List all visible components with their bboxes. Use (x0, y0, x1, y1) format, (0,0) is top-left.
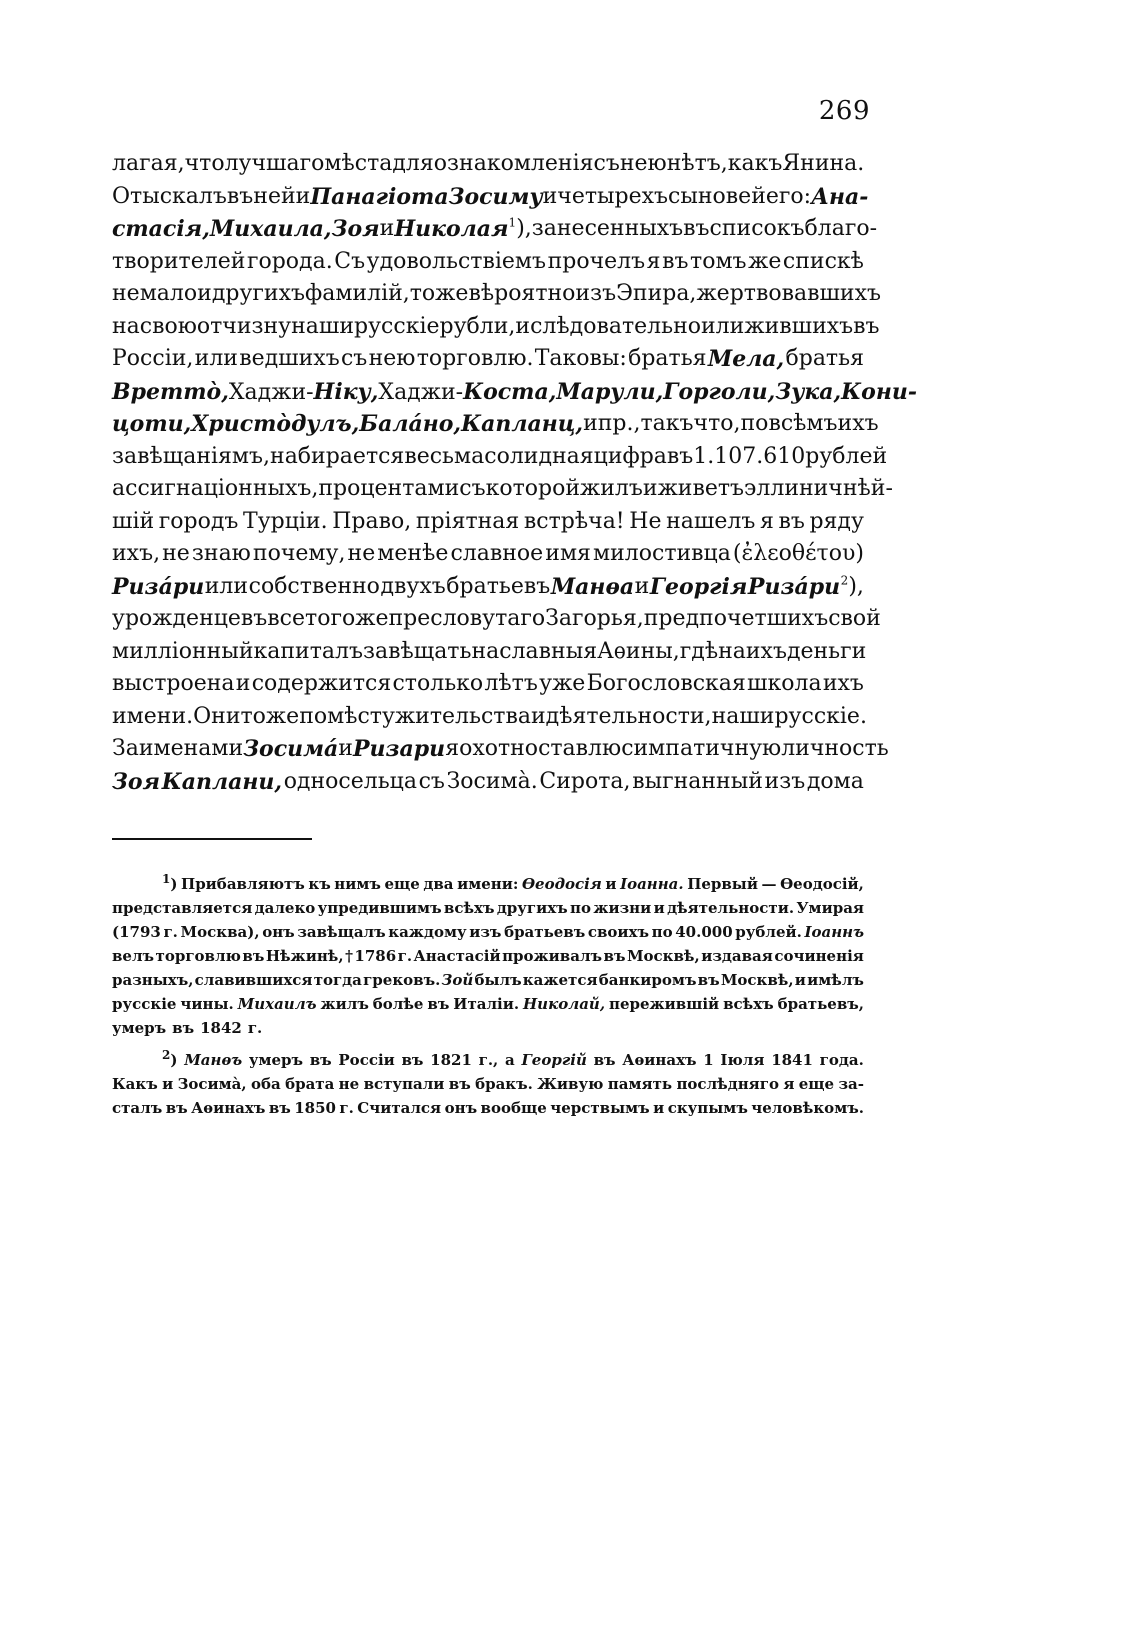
body-text-line: стасія, Михаила, Зоя и Николая $^1$), занесенныхъ въ списокъ благо- (112, 215, 878, 242)
body-text-line: Россіи, или ведшихъ съ нею торговлю. Таковы: братья Мела, братья (112, 346, 864, 372)
body-text-line: ассигнаціонныхъ, процентами съ которой жилъ и живетъ эллиничнѣй- (112, 476, 893, 501)
footnote-line: умеръ въ 1842 г. (112, 1019, 263, 1037)
body-text-line: творителей города. Съ удовольствіемъ прочелъ я въ томъ же спискѣ (112, 248, 864, 274)
body-text-line: шій городъ Турціи. Право, пріятная встрѣча! Не нашелъ я въ ряду (112, 508, 864, 534)
body-text-line: Вреттò, Хаджи-Ніку, Хаджи-Коста, Маpули, Горголи, Зука, Кони- (112, 378, 918, 405)
body-text-line: лагая, что лучшаго мѣста для ознакомленія съ нею нѣтъ, какъ Янина. (112, 151, 865, 176)
footnote-line: Какъ и Зосимà, оба брата не вступали въ бракъ. Живую память послѣдняго я еще за- (112, 1075, 864, 1093)
footnote-line: разныхъ, славившихся тогда грековъ. Зой былъ кажется банкиромъ въ Москвѣ, и имѣлъ (112, 971, 864, 989)
body-text-line: милліонный капиталъ завѣщать на славныя Аѳины, гдѣ на ихъ деньги (112, 638, 867, 664)
body-text-line: выстроена и содержится столько лѣтъ уже Богословская школа ихъ (112, 671, 864, 696)
footnote-line: сталъ въ Аѳинахъ въ 1850 г. Считался онъ вообще черствымъ и скупымъ человѣкомъ. (112, 1099, 864, 1117)
page-number: 269 (818, 96, 870, 126)
footnote-line: $^1$) Прибавляютъ къ нимъ еще два имени: Ѳеодосія и Іоанна. Первый — Ѳеодосій, (162, 872, 864, 893)
footnotes (112, 872, 864, 1120)
body-text-line: Зоя Каплани, односельца съ Зосимà. Сирота, выгнанный изъ дома (112, 768, 864, 795)
body-text-line: урожденцевъ все того же пресловутаго Загорья, предпочетшихъ свой (112, 606, 881, 631)
body-text-line: завѣщаніямъ, набирается весьма солидная цифра въ 1.107.610 рублей (112, 443, 888, 469)
body-text-line: Ризáри или собственно двухъ братьевъ Манѳа и Георгія Ризáри $^2$), (112, 573, 864, 600)
body-text-line: на свою отчизну наши русскіе рубли, и слѣдовательно или жившихъ въ (112, 313, 880, 339)
footnote-line: представляется далеко упредившимъ всѣхъ другихъ по жизни и дѣятельности. Умирая (112, 899, 864, 917)
body-text-line: цоти, Христòдулъ, Балáно, Капланц, и пр., такъ что, по всѣмъ ихъ (112, 411, 879, 437)
body-text-line: имени. Они тоже по мѣсту жительства и дѣятельности, наши русскіе. (112, 703, 867, 729)
body-text-line: ихъ, не знаю почему, не менѣе славное имя милостивца (ἐλεοθέτου) (112, 541, 864, 566)
body-text-line: не мало и другихъ фамилій, тоже вѣроятно изъ Эпира, жертвовавшихъ (112, 281, 881, 306)
footnote-line: (1793 г. Москва), онъ завѣщалъ каждому изъ братьевъ своихъ по 40.000 рублей. Іоаннъ (112, 923, 864, 941)
footnote-divider (112, 838, 312, 840)
main-text (112, 148, 918, 798)
body-text-line: Отыскалъ въ ней и Панагіота Зосиму и четырехъ сыновей его: Ана- (112, 183, 869, 210)
footnote-line: велъ торговлю въ Нѣжинѣ, † 1786 г. Анастасій проживалъ въ Москвѣ, издавая сочиненія (112, 947, 864, 965)
footnote-line: русскіе чины. Михаилъ жилъ болѣе въ Италіи. Николай, пережившій всѣхъ братьевъ, (112, 995, 864, 1013)
footnote-gap (112, 1040, 864, 1048)
body-text-line: За именами Зосимá и Ризари я охотно ставлю симпатичную личность (112, 736, 889, 762)
footnote-line: $^2$) Манѳъ умеръ въ Россіи въ 1821 г., а Георгій въ Аѳинахъ 1 Іюля 1841 года. (162, 1048, 864, 1069)
